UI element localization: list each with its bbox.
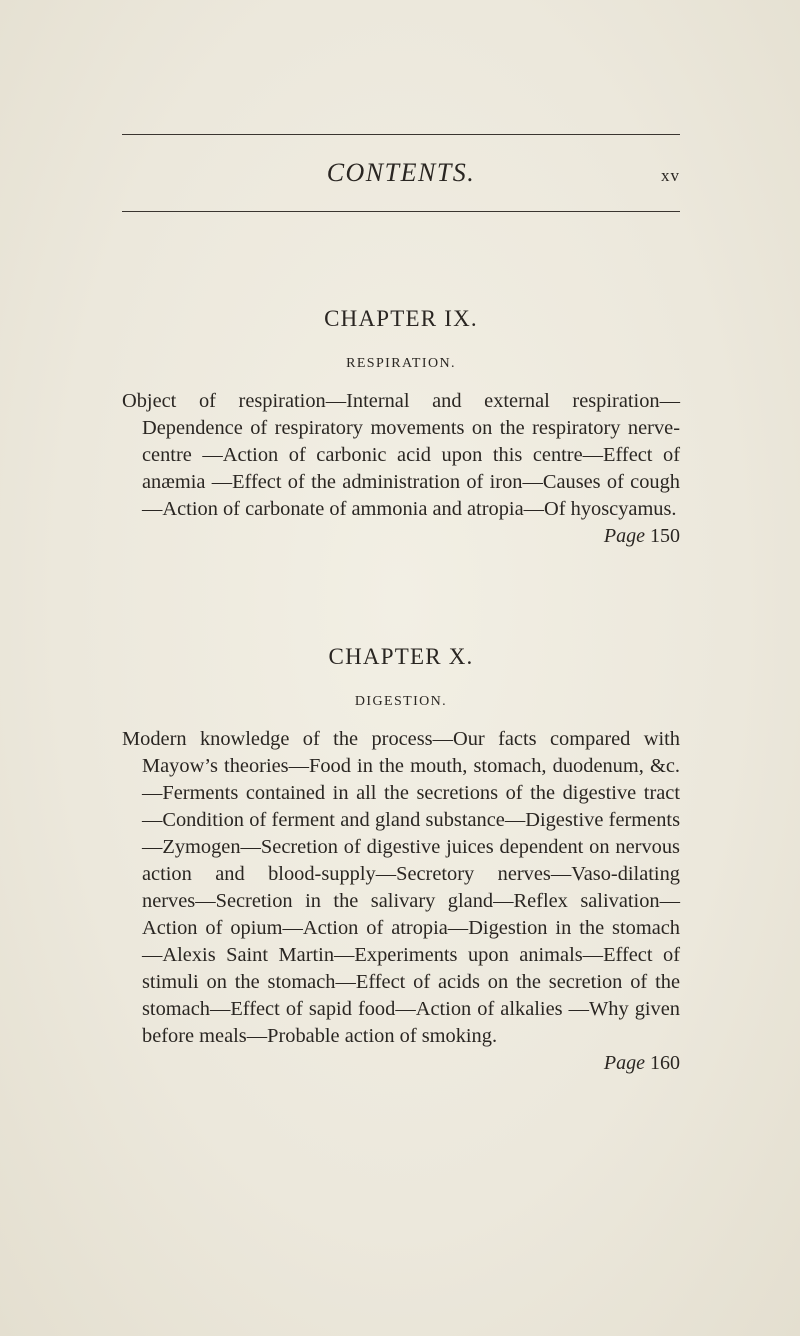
page-reference xyxy=(122,1050,680,1077)
header-top-rule xyxy=(122,134,680,135)
header-bottom-rule xyxy=(122,211,680,212)
chapter-synopsis: Object of respiration—Internal and external respiration—Dependence of respiratory movements on the respiratory nerve-centre —Action of carbonic acid upon this centre—Effect of anæmia —Effect of the administration of iron—Causes of cough—Action of carbonate of ammonia and atropia—Of hyoscyamus. xyxy=(122,390,680,520)
chapter-subtitle: RESPIRATION. xyxy=(346,356,456,371)
running-head-title: CONTENTS. xyxy=(326,158,476,187)
page-number: xv xyxy=(661,166,680,185)
page-reference-number: 150 xyxy=(650,525,680,547)
page-reference-label: Page xyxy=(603,525,645,547)
chapter-entry xyxy=(122,306,680,550)
chapter-heading: CHAPTER X. xyxy=(328,644,474,669)
chapter-synopsis: Modern knowledge of the process—Our facts compared with Mayow’s theories—Food in the mouth, stomach, duodenum, &c. —Ferments contained in all the secretions of the digestive tract —Condition of ferment and gland substance—Digestive ferments—Zymogen—Secretion of digestive juices dependent on nervous action and blood-supply—Secretory nerves—Vaso-dilating nerves—Secretion in the salivary gland—Reflex salivation—Action of opium—Action of atropia—Digestion in the stomach—Alexis Saint Martin—Experiments upon animals—Effect of stimuli on the stomach—Effect of acids on the secretion of the stomach—Effect of sapid food—Action of alkalies —Why given before meals—Probable action of smoking. xyxy=(122,728,680,1047)
chapter-entry xyxy=(122,644,680,1077)
page-reference-number: 160 xyxy=(650,1052,680,1074)
chapter-subtitle: DIGESTION. xyxy=(354,694,448,709)
chapter-heading: CHAPTER IX. xyxy=(324,306,478,331)
page-reference xyxy=(122,523,680,550)
running-head xyxy=(122,158,680,194)
page-reference-label: Page xyxy=(603,1052,645,1074)
